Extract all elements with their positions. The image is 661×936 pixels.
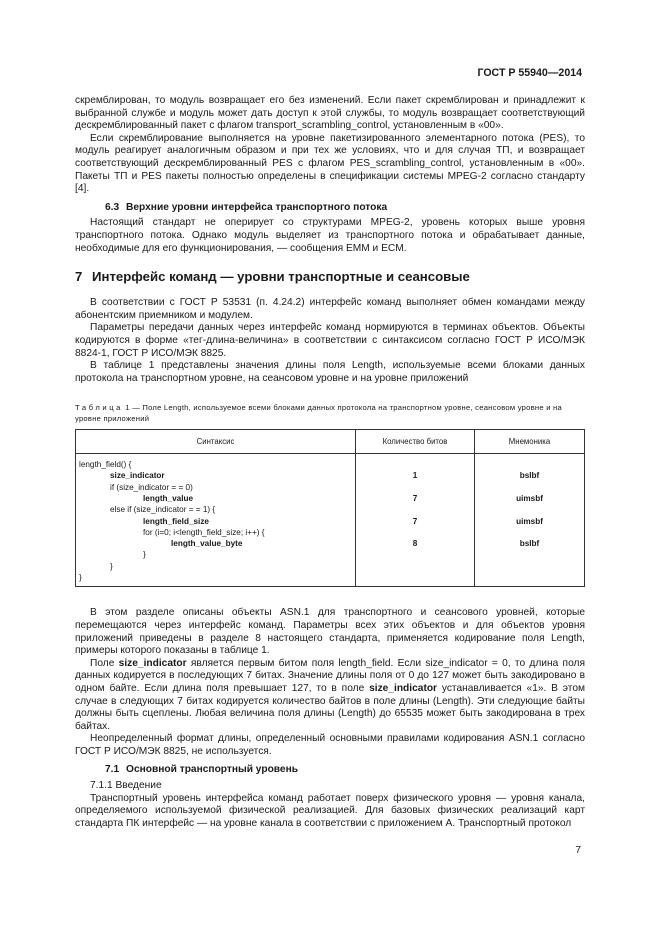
page-number: 7 — [575, 845, 581, 856]
bits-value: 7 — [412, 493, 418, 503]
syntax-cell — [76, 454, 356, 587]
paragraph: скремблирован, то модуль возвращает его без изменений. Если пакет скремблирован и принадлежит к выбранной службе и модуль может дать доступ к этой службы, то модуль возвращает соответствующий дескремблированный пакет с флагом transport_scrambling_control, установленным в «00». — [75, 95, 585, 132]
mnemonic-value: uimsbf — [516, 493, 543, 503]
field-name: size_indicator — [118, 657, 187, 669]
syntax-line: if (size_indicator = = 0) — [110, 482, 193, 492]
mnemonic-value: bslbf — [519, 539, 540, 549]
syntax-line: } — [143, 550, 146, 560]
bits-cell — [356, 454, 475, 587]
mnemonic-value: uimsbf — [516, 516, 543, 526]
paragraph: Неопределенный формат длины, определенный основными правилами кодирования ASN.1 согласно ГОСТ Р ИСО/МЭК 8825, не используется. — [75, 733, 585, 757]
section-title: Интерфейс команд — уровни транспортные и сеансовые — [92, 269, 470, 285]
mnemonic-value — [476, 459, 583, 470]
section-number: 6.3 — [105, 201, 120, 213]
table-header-row — [76, 430, 585, 454]
subsection-number: 7.1.1 — [90, 780, 113, 792]
length-field-table — [75, 429, 585, 587]
bits-value — [357, 561, 473, 572]
table-caption — [75, 403, 585, 424]
paragraph: В таблице 1 представлены значения длины поля Length, используемые всеми блоками данных протокола на транспортном уровне, на сеансовом уровне и на уровне приложений — [75, 360, 585, 384]
text-run: является первым битом поля length_field. Если size_indicator = 0, то длина поля данных кодируется в последующих 7 битах. Значение длины поля от 0 до 127 может быть закодировано в одном байте. Если длина поля превышает 127, то в поле — [75, 657, 585, 694]
paragraph — [75, 658, 585, 734]
mnemonic-value — [476, 561, 583, 572]
paragraph: Настоящий стандарт не оперирует со структурами MPEG-2, уровень которых выше уровня транспортного потока. Однако модуль выделяет из транспортного потока и обрабатывает данные, необходимые для его функционирования, — сообщения EMM и ECM. — [75, 217, 585, 254]
header-bits: Количество битов — [356, 430, 475, 454]
syntax-line: length_value_byte — [171, 539, 243, 549]
section-number: 7.1 — [105, 764, 120, 776]
table-row — [76, 454, 585, 587]
section-heading-6-3 — [75, 202, 585, 215]
mnemonic-value: bslbf — [519, 471, 540, 481]
table-caption-text: 1 — Поле Length, используемое всеми блоками данных протокола на транспортном уровне, сеансовом уровне и на уровне приложений — [75, 403, 562, 423]
bits-value: 1 — [412, 471, 418, 481]
syntax-line: length_value — [143, 493, 194, 503]
text-run: устанавливается «1». В этом случае в следующих 7 битах кодируется количество байтов в поле длины (Length). Эти следующие байты должны быть сцеплены. Любая величина поля длины (Length) до 65535 может быть закодирована в трех байтах. — [75, 682, 585, 732]
bits-value — [357, 482, 473, 493]
bits-value — [357, 549, 473, 560]
mnemonic-value — [476, 482, 583, 493]
syntax-line: } — [79, 573, 82, 583]
header-mnemonic: Мнемоника — [475, 430, 585, 454]
mnemonic-cell — [475, 454, 585, 587]
document-header: ГОСТ Р 55940—2014 — [477, 67, 582, 79]
mnemonic-value — [476, 504, 583, 515]
paragraph: Если скремблирование выполняется на уровне пакетизированного элементарного потока (PES), то модуль реагирует аналогичным образом и при тех же условиях, что и для случая ТП, и возвращает соответствующий дескремблированный PES с флагом PES_scrambling_control, установленным в «00». Пакеты ТП и PES пакеты полностью определены в спецификации системы MPEG-2 согласно стандарту [4]. — [75, 132, 585, 195]
text-run: Поле — [90, 657, 119, 669]
section-title: Основной транспортный уровень — [126, 764, 298, 776]
header-syntax: Синтаксис — [76, 430, 356, 454]
paragraph: В соответствии с ГОСТ Р 53531 (п. 4.24.2) интерфейс команд выполняет обмен командами между абонентским приемником и модулем. — [75, 297, 585, 321]
subsection-heading-7-1-1 — [75, 780, 585, 793]
syntax-line: length_field_size — [143, 516, 209, 526]
subsection-title: Введение — [115, 780, 162, 792]
syntax-line: length_field() { — [79, 460, 132, 470]
syntax-line: size_indicator — [110, 471, 165, 481]
bits-value: 7 — [412, 516, 418, 526]
mnemonic-value — [476, 527, 583, 538]
field-name: size_indicator — [369, 682, 438, 694]
paragraph: В этом разделе описаны объекты ASN.1 для транспортного и сеансового уровней, которые перемещаются через интерфейс команд. Параметры всех этих объектов и для объектов уровня приложений приведены в разделе 8 настоящего стандарта, применяется кодирование поля Length, примеры которого показаны в таблице 1. — [75, 607, 585, 657]
mnemonic-value — [476, 549, 583, 560]
section-heading-7 — [75, 269, 585, 285]
page-content — [75, 95, 585, 830]
section-title: Верхние уровни интерфейса транспортного потока — [126, 201, 388, 213]
bits-value — [357, 572, 473, 583]
bits-value — [357, 459, 473, 470]
bits-value: 8 — [412, 539, 418, 549]
section-heading-7-1 — [75, 764, 585, 777]
bits-value — [357, 504, 473, 515]
bits-value — [357, 527, 473, 538]
table-caption-label: Таблица — [75, 403, 123, 413]
syntax-line: for (i=0; i<length_field_size; i++) { — [143, 527, 265, 537]
mnemonic-value — [476, 572, 583, 583]
paragraph: Транспортный уровень интерфейса команд работает поверх физического уровня — уровня канала, определяемого используемой физической реализацией. Для базовых физических реализаций карт стандарта ПК интерфейс — на уровне канала в соответствии с приложением А. Транспортный протокол — [75, 792, 585, 829]
syntax-line: else if (size_indicator = = 1) { — [110, 505, 216, 515]
section-number: 7 — [75, 269, 83, 285]
syntax-line: } — [110, 561, 113, 571]
paragraph: Параметры передачи данных через интерфейс команд нормируются в терминах объектов. Объекты кодируются в форме «тег-длина-величина» в соответствии с синтаксисом согласно ГОСТ Р ИСО/МЭК 8824-1, ГОСТ Р ИСО/МЭК 8825. — [75, 322, 585, 359]
